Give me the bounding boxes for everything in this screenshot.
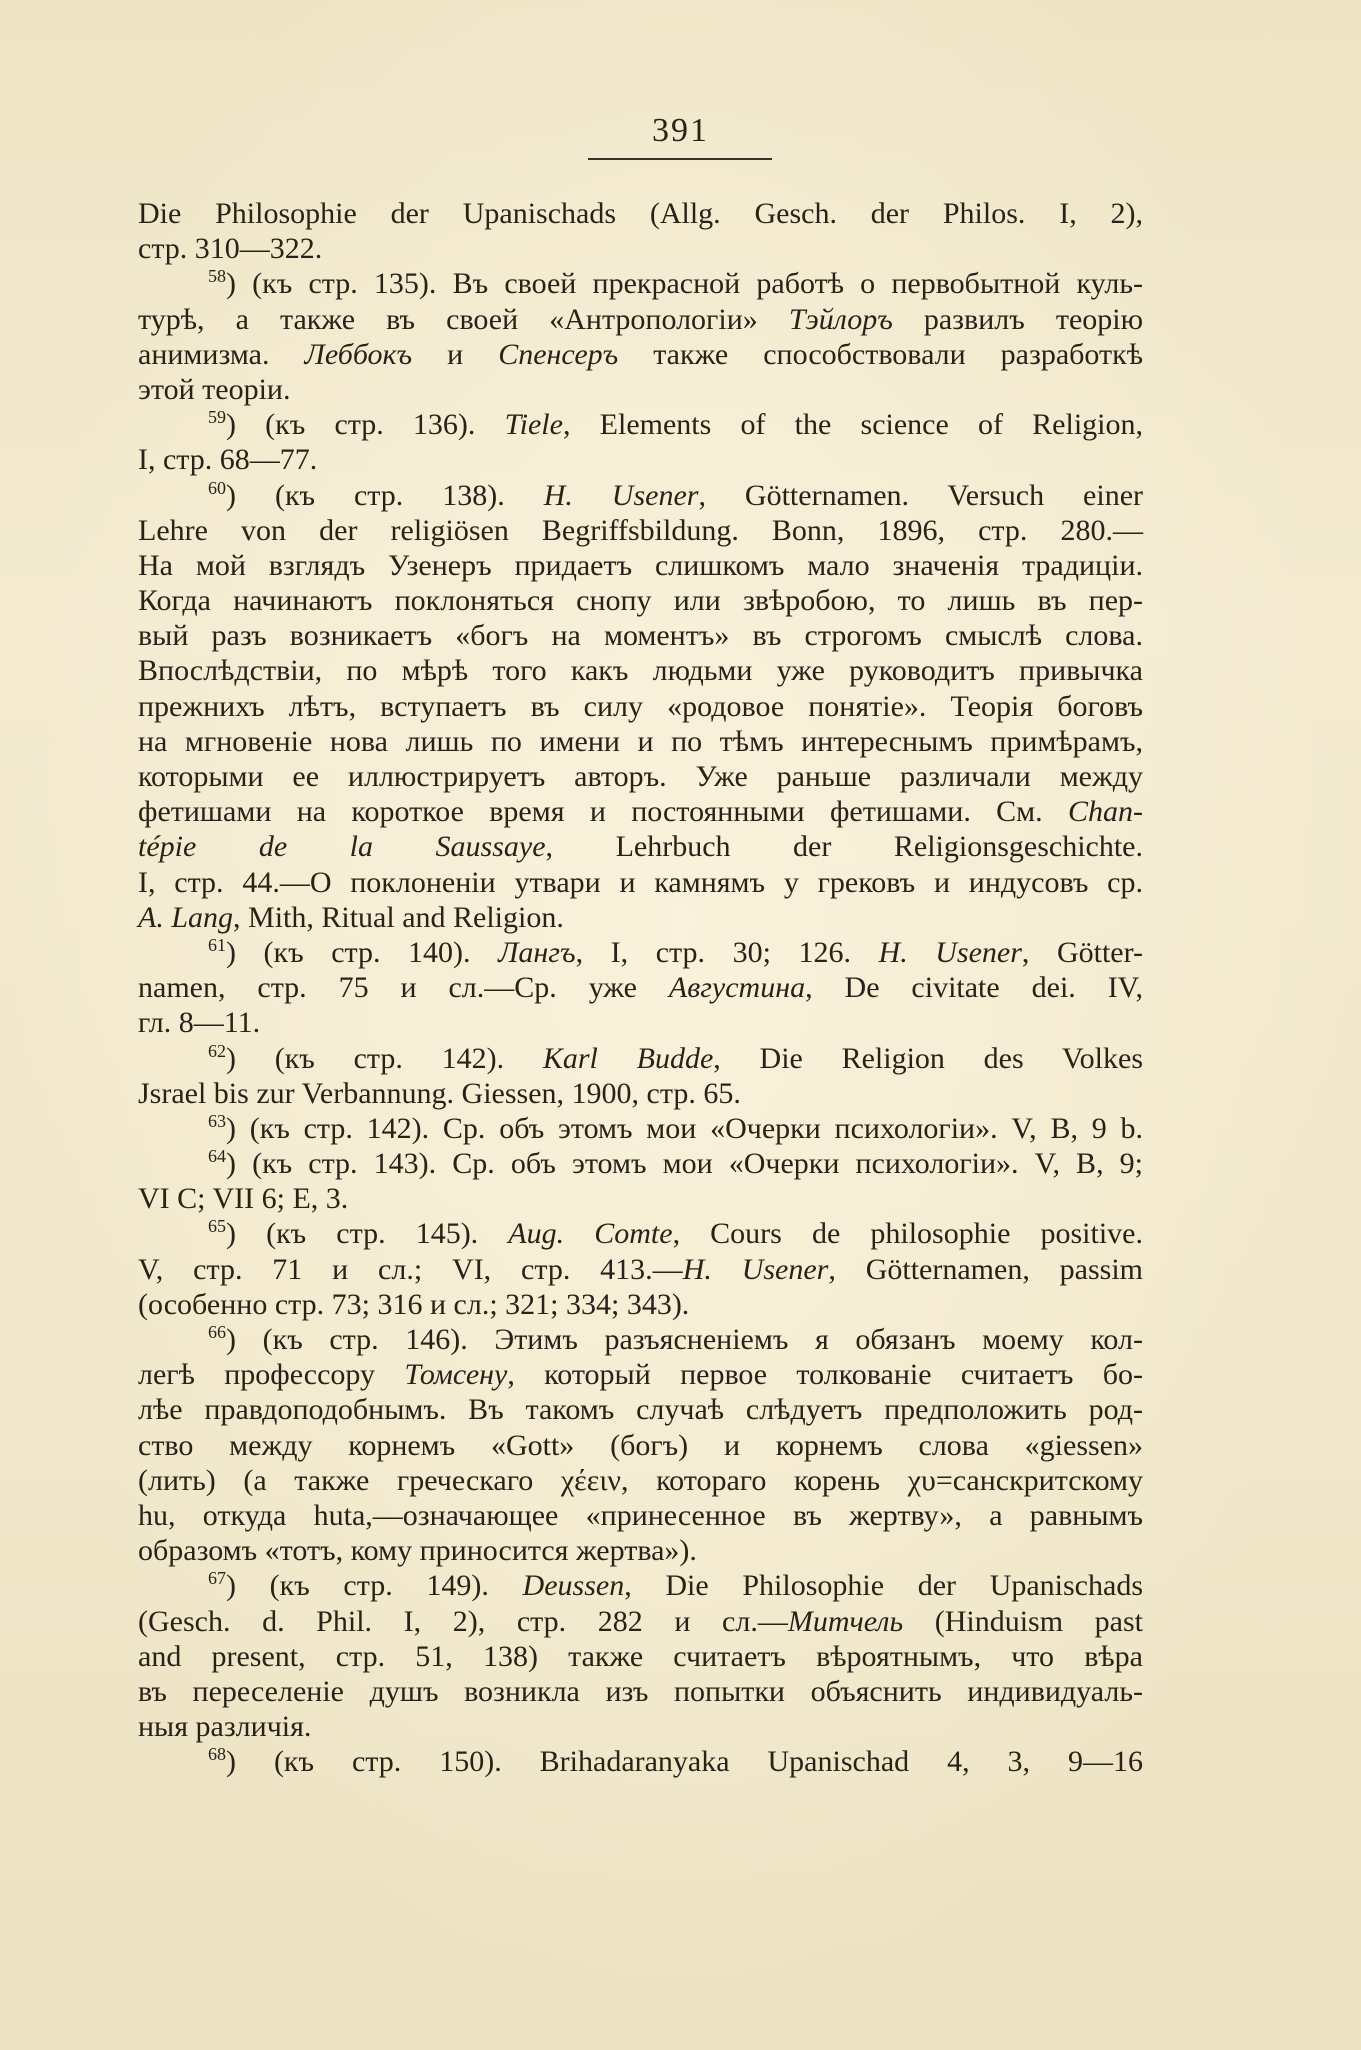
text-line: Впослѣдствіи, по мѣрѣ того какъ людьми уже руководитъ привычка [138,654,1143,688]
text-line: ство между корнемъ «Gott» (богъ) и корнемъ слова «giessen» [138,1428,1143,1462]
text-line: На мой взглядъ Узенеръ придаетъ слишкомъ мало значенія традиціи. [138,548,1143,582]
text-line: I, стр. 68—77. [138,443,318,477]
text-line: турѣ, а также въ своей «Антропологіи» Тэйлоръ развилъ теорію [138,302,1144,336]
text-line: hu, откуда huta,—означающее «принесенное въ жертву», а равнымъ [138,1498,1143,1532]
text-line: которыми ее иллюстрируетъ авторъ. Уже раньше различали между [138,760,1143,793]
text-line: (Gesch. d. Phil. I, 2), стр. 282 и сл.—Митчель (Hinduism past [138,1604,1143,1638]
text-line: Jsrael bis zur Verbannung. Giessen, 1900, стр. 65. [138,1076,741,1110]
text-line: A. Lang, Mith, Ritual and Religion. [138,900,564,934]
text-line: Когда начинаютъ поклоняться снопу или звѣробою, то лишь въ пер- [138,584,1143,618]
text-line: Lehre von der religiösen Begriffsbildung. Bonn, 1896, стр. 280.— [138,513,1143,547]
text-line: прежнихъ лѣтъ, вступаетъ въ силу «родовое понятіе». Теорія боговъ [138,689,1143,723]
text-line: ныя различія. [138,1710,312,1744]
text-line: $^{63}$) (къ стр. 142). Ср. объ этомъ мои «Очерки психологіи». V, B, 9 b. [208,1110,1143,1145]
text-line: VI C; VII 6; E, 3. [138,1182,349,1216]
text-line: $^{62}$) (къ стр. 142). Karl Budde, Die Religion des Volkes [208,1040,1143,1075]
text-line: легѣ профессору Томсену, который первое толкованіе считаетъ бо- [138,1358,1144,1392]
text-line: на мгновеніе нова лишь по имени и по тѣмъ интереснымъ примѣрамъ, [138,724,1143,758]
text-line: $^{61}$) (къ стр. 140). Лангъ, I, стр. 30; 126. H. Usener, Götter- [208,934,1143,969]
footnotes-text [138,196,1143,1779]
text-line: $^{65}$) (къ стр. 145). Aug. Comte, Cours de philosophie positive. [208,1216,1143,1251]
text-line: V, стр. 71 и сл.; VI, стр. 413.—H. Usener, Götternamen, passim [138,1252,1144,1286]
text-line: $^{60}$) (къ стр. 138). H. Usener, Götternamen. Versuch einer [208,477,1144,512]
text-line: фетишами на короткое время и постоянными фетишами. См. Chan- [138,795,1143,829]
text-line: лѣе правдоподобнымъ. Въ такомъ случаѣ слѣдуетъ предположить род- [138,1393,1143,1427]
text-line: образомъ «тотъ, кому приносится жертва»). [138,1534,697,1568]
text-line: $^{58}$) (къ стр. 135). Въ своей прекрасной работѣ о первобытной куль- [208,266,1143,301]
text-line: tépie de la Saussaye, Lehrbuch der Religionsgeschichte. [138,830,1143,864]
header-rule [588,158,772,160]
text-line: (особенно стр. 73; 316 и сл.; 321; 334; 343). [138,1287,690,1321]
text-line: $^{67}$) (къ стр. 149). Deussen, Die Philosophie der Upanischads [208,1568,1143,1603]
text-line: $^{66}$) (къ стр. 146). Этимъ разъясненіемъ я обязанъ моему кол- [208,1322,1143,1356]
text-line: вый разъ возникаетъ «богъ на моментъ» въ строгомъ смыслѣ слова. [138,619,1143,653]
text-line: Die Philosophie der Upanischads (Allg. Gesch. der Philos. I, 2), [138,197,1143,230]
page-number: 391 [652,112,709,149]
text-line: (лить) (а также греческаго χέειν, котораго корень χυ=санскритскому [138,1463,1143,1497]
text-line: анимизма. Леббокъ и Спенсеръ также способствовали разработкѣ [138,337,1144,371]
text-line: and present, стр. 51, 138) также считаетъ вѣроятнымъ, что вѣра [138,1639,1143,1673]
text-line: $^{64}$) (къ стр. 143). Ср. объ этомъ мои «Очерки психологіи». V, B, 9; [208,1146,1143,1181]
text-line: гл. 8—11. [138,1006,261,1040]
text-line: I, стр. 44.—О поклоненіи утвари и камнямъ у грековъ и индусовъ ср. [138,865,1143,899]
text-line: этой теоріи. [138,372,291,406]
text-line: въ переселеніе душъ возникла изъ попытки объяснить индивидуаль- [138,1674,1143,1708]
text-line: $^{68}$) (къ стр. 150). Brihadaranyaka Upanischad 4, 3, 9—16 [208,1744,1143,1779]
text-line: namen, стр. 75 и сл.—Ср. уже Августина, De civitate dei. IV, [138,971,1143,1005]
text-line: $^{59}$) (къ стр. 136). Tiele, Elements of the science of Religion, [208,407,1143,442]
text-line: стр. 310—322. [138,232,323,266]
